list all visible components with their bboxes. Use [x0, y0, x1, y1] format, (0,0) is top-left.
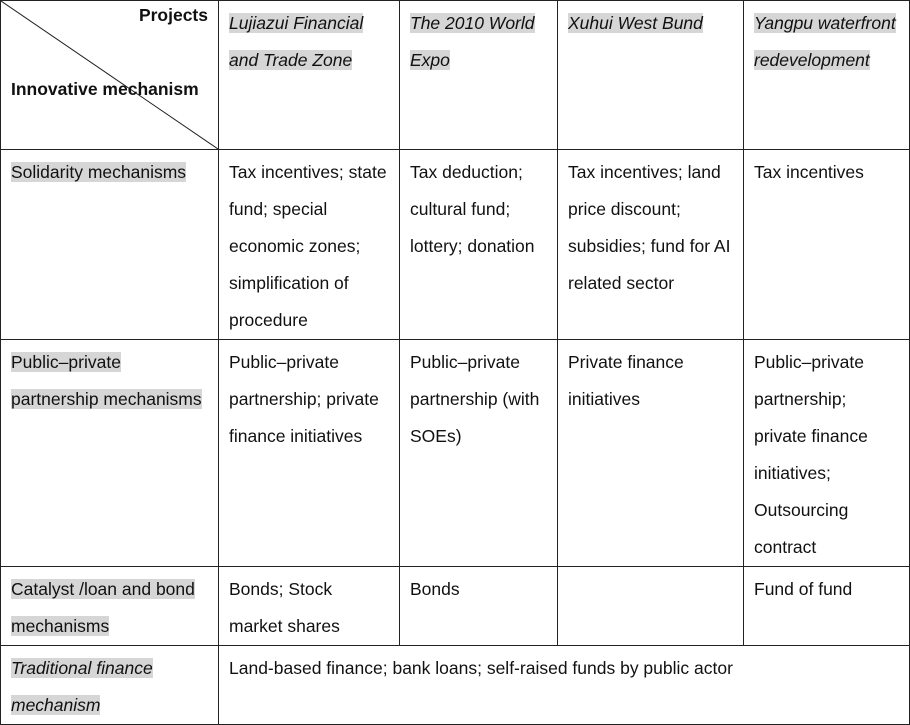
- projects-label: Projects: [138, 5, 208, 25]
- row-label-cell: [1, 150, 219, 340]
- table-row-catalyst: [1, 567, 910, 646]
- table-cell: Public–private partnership; private finance initiatives; Outsourcing contract: [744, 340, 910, 567]
- table-cell: Bonds; Stock market shares: [219, 567, 400, 646]
- table-row-solidarity: [1, 150, 910, 340]
- column-header-expo: [400, 1, 558, 150]
- table-cell: Tax deduction; cultural fund; lottery; donation: [400, 150, 558, 340]
- row-label-cell: [1, 646, 219, 725]
- table-row-traditional: [1, 646, 910, 725]
- merged-table-cell: Land-based finance; bank loans; self-raised funds by public actor: [219, 646, 910, 725]
- column-header-xuhui: [558, 1, 744, 150]
- table-cell: Fund of fund: [744, 567, 910, 646]
- row-label: Traditional finance mechanism: [11, 658, 153, 715]
- table-cell: Private finance initiatives: [558, 340, 744, 567]
- header-row: [1, 1, 910, 150]
- row-label-cell: [1, 340, 219, 567]
- column-header-lujiazui: [219, 1, 400, 150]
- column-header-label: The 2010 World Expo: [410, 13, 535, 70]
- row-label-cell: [1, 567, 219, 646]
- table-cell: Public–private partnership (with SOEs): [400, 340, 558, 567]
- table-cell: Tax incentives; land price discount; subsidies; fund for AI related sector: [558, 150, 744, 340]
- table-cell: Bonds: [400, 567, 558, 646]
- table-cell: Tax incentives; state fund; special economic zones; simplification of procedure: [219, 150, 400, 340]
- table-cell: Public–private partnership; private finance initiatives: [219, 340, 400, 567]
- corner-header-cell: [1, 1, 219, 150]
- table-cell: [558, 567, 744, 646]
- innovative-mechanism-label: Innovative mechanism: [11, 79, 199, 99]
- table-cell: Tax incentives: [744, 150, 910, 340]
- row-label: Catalyst /loan and bond mechanisms: [11, 579, 195, 636]
- column-header-label: Lujiazui Financial and Trade Zone: [229, 13, 364, 70]
- column-header-label: Yangpu waterfront redevelopment: [754, 13, 896, 70]
- table-row-ppp: [1, 340, 910, 567]
- row-label: Solidarity mechanisms: [11, 162, 187, 182]
- row-label: Public–private partnership mechanisms: [11, 352, 202, 409]
- column-header-yangpu: [744, 1, 910, 150]
- column-header-label: Xuhui West Bund: [568, 13, 703, 33]
